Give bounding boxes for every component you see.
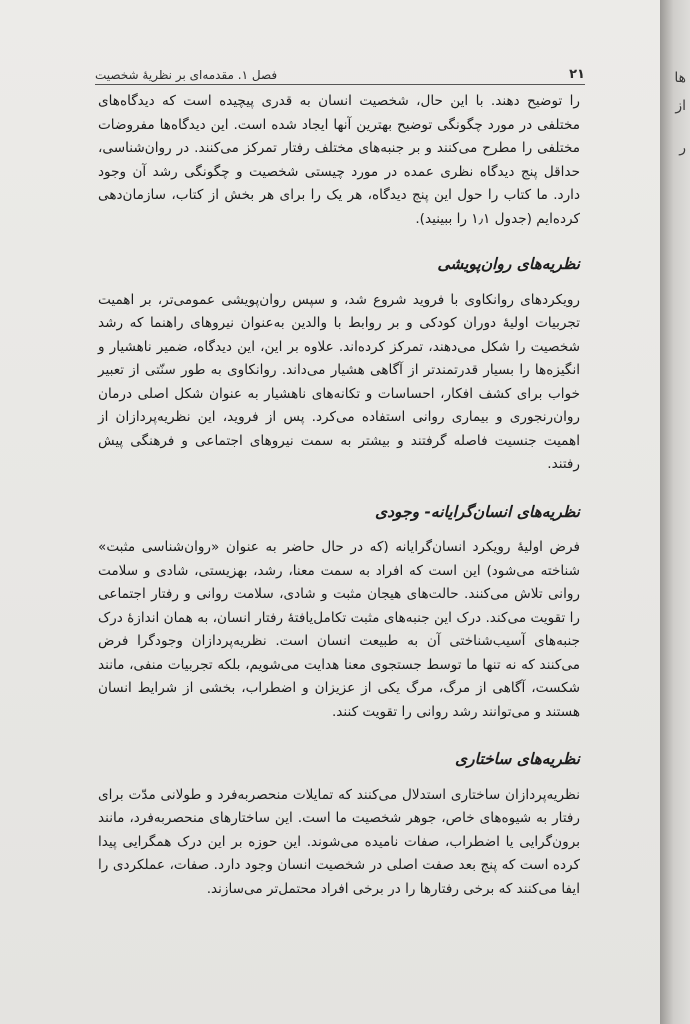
edge-text-3: ر [679,140,686,156]
page-number: ۲۱ [569,67,585,82]
chapter-title: فصل ۱. مقدمه‌ای بر نظریهٔ شخصیت [95,68,278,82]
page-content [98,90,580,901]
edge-text-2: از [675,98,686,114]
section-body-psychodynamic: رویکردهای روانکاوی با فروید شروع شد، و سپس روان‌پویشی عمومی‌تر، بر اهمیت تجربیات اولیهٔ دوران کودکی و بر روابط با والدین به‌عنوان نیروهای راهنما که رشد شخصیت را شکل می‌دهند، تمرکز کرده‌اند. علاوه بر این، این دیدگاه، ضمیر ناهشیار و انگیزه‌ها را بسیار قدرتمندتر از آگاهی هشیار می‌داند. روانکاوی به طور سنّتی از تعبیر خواب برای کشف افکار، احساسات و تکانه‌های ناهشیار به عنوان شکل اصلی درمان روان‌رنجوری و بیماری روانی استفاده می‌کرد. پس از فروید، این نظریه‌پردازان از اهمیت جنسیت فاصله گرفتند و بیشتر به سمت نیروهای اجتماعی و فرهنگی پیش رفتند. [98,291,580,472]
section-body-humanistic-existential: فرض اولیهٔ رویکرد انسان‌گرایانه (که در حال حاضر به عنوان «روان‌شناسی مثبت» شناخته می‌شود) این است که افراد به سمت معنا، رشد، بهزیستی، شادی و سلامت روانی تلاش می‌کنند. حالت‌های هیجان مثبت و شادی، سلامت روانی و رفتار اجتماعی را تقویت می‌کند. درک این جنبه‌های مثبت تکامل‌یافتهٔ رفتار انسان، به همان اندازهٔ درک جنبه‌های آسیب‌شناختی آن به طبیعت انسان است. نظریه‌پردازان وجودگرا فرض می‌کنند که نه تنها ما توسط جستجوی معنا هدایت می‌شویم، بلکه تجربیات منفی، مانند شکست، آگاهی از مرگ، مرگ یکی از عزیزان و اضطراب، بخشی از شرایط انسان هستند و می‌توانند رشد روانی را تقویت کنند. [98,539,580,720]
edge-text-1: ها [674,70,686,86]
section-body-structural: نظریه‌پردازان ساختاری استدلال می‌کنند که تمایلات منحصربه‌فرد و طولانی مدّت برای رفتار به شیوه‌های خاص، جوهر شخصیت ما است. این ساختارهای منحصربه‌فرد، مانند برون‌گرایی یا اضطراب، صفات نامیده می‌شوند. این حوزه بر این درک همگرایی پیدا کرده است که پنج بعد صفت اصلی در شخصیت انسان وجود دارد. صفات، عملکردی را ایفا می‌کنند که برخی رفتارها را در برخی افراد محتمل‌تر می‌سازند. [98,786,580,897]
intro-paragraph: را توضیح دهند. با این حال، شخصیت انسان به قدری پیچیده است که دیدگاه‌های مختلفی در مورد چگونگی توضیح بهترین آنها ایجاد شده است. این دیدگاه‌ها مفروضات مختلفی را مطرح می‌کنند و بر جنبه‌های مختلف رفتار تمرکز می‌کنند. در روان‌شناسی، حداقل پنج دیدگاه نظری عمده در مورد چیستی شخصیت و چگونگی رشد آن وجود دارد. ما کتاب را حول این پنج دیدگاه، هر یک را برای هر بخش از کتاب، سازمان‌دهی کرده‌ایم (جدول ۱٫۱ را ببینید). [98,93,580,227]
section-heading-structural: نظریه‌های ساختاری [455,750,580,768]
header-rule [95,84,585,85]
section-heading-humanistic-existential: نظریه‌های انسان‌گرایانه- وجودی [374,502,580,521]
running-header [95,60,585,82]
section-heading-psychodynamic: نظریه‌های روان‌پویشی [437,255,580,273]
adjacent-page-edge [660,0,690,1024]
